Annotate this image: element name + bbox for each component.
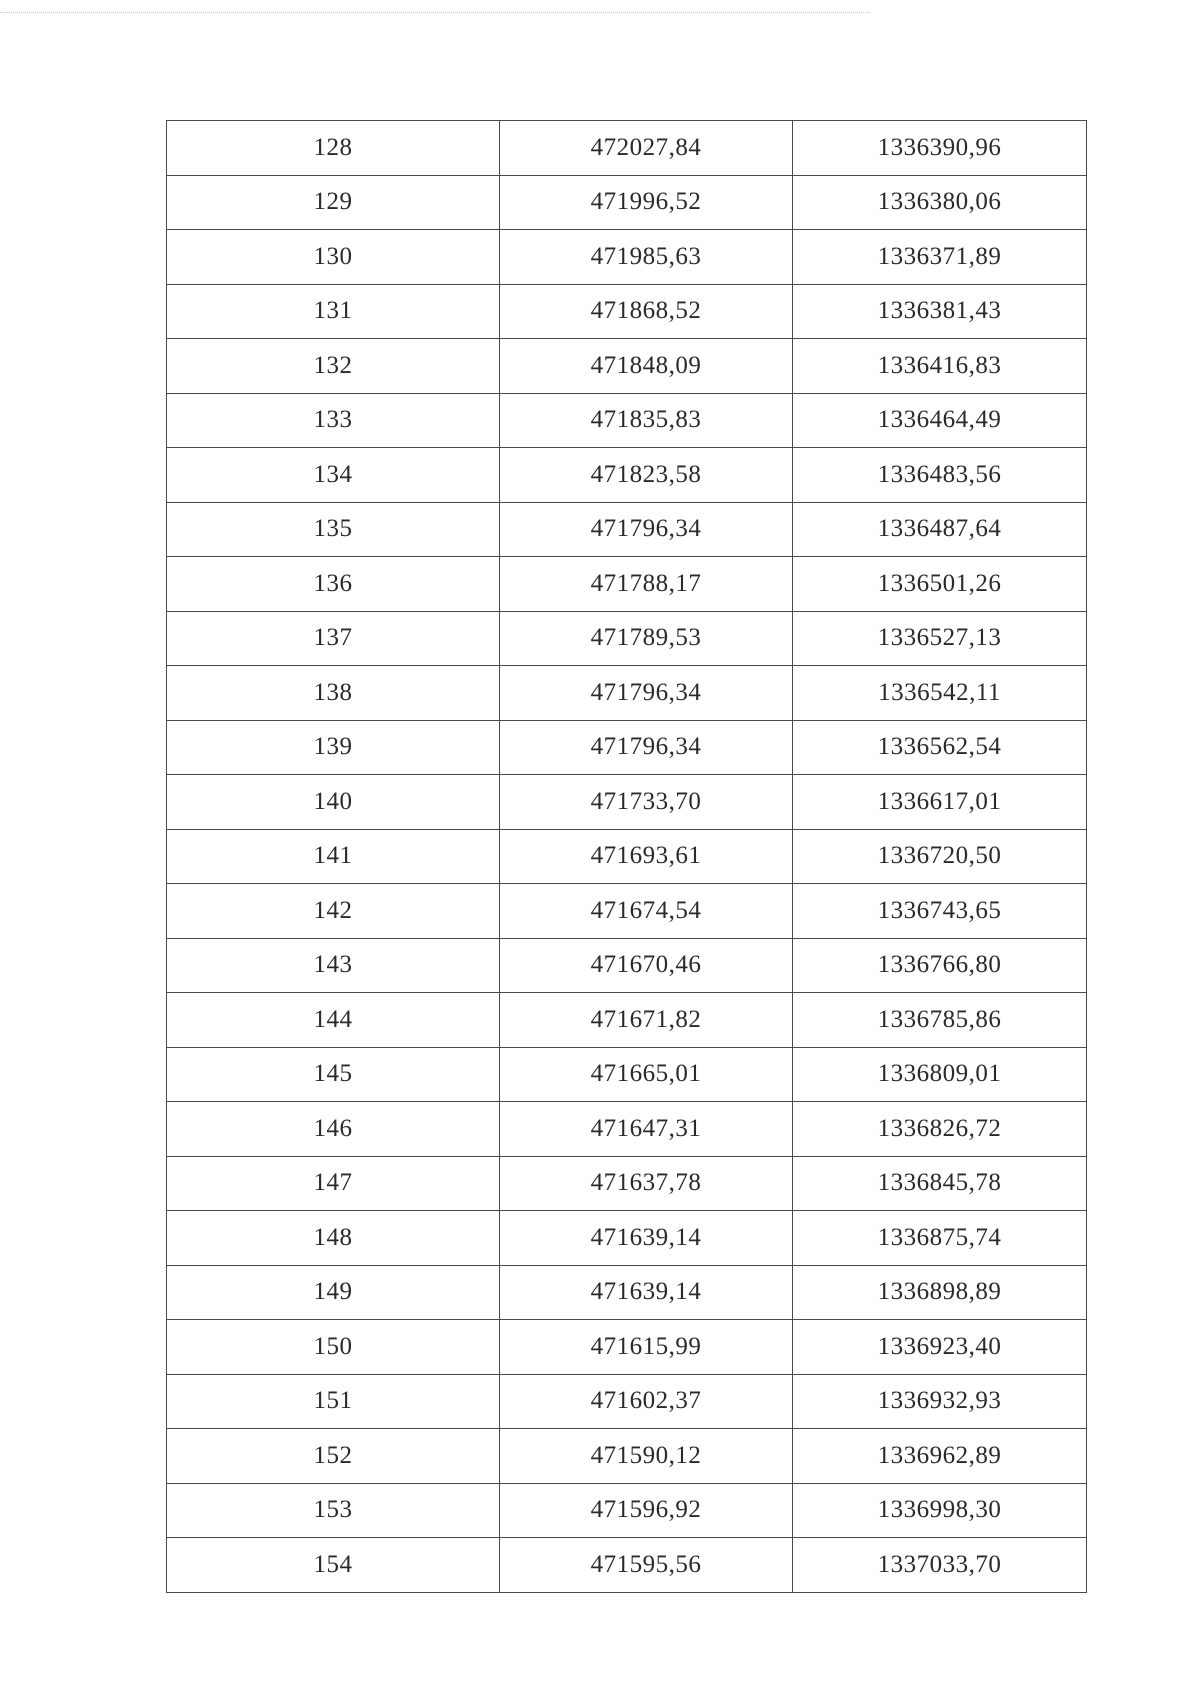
x-coordinate-cell: 471670,46 [500, 938, 793, 993]
table-row [167, 775, 1087, 830]
x-coordinate-cell: 471733,70 [500, 775, 793, 830]
x-coordinate-cell: 471639,14 [500, 1265, 793, 1320]
table-row [167, 175, 1087, 230]
y-coordinate-cell: 1336845,78 [793, 1156, 1087, 1211]
point-number-cell: 151 [167, 1374, 500, 1429]
x-coordinate-cell: 471796,34 [500, 720, 793, 775]
x-coordinate-cell: 471615,99 [500, 1320, 793, 1375]
point-number-cell: 136 [167, 557, 500, 612]
point-number-cell: 139 [167, 720, 500, 775]
point-number-cell: 145 [167, 1047, 500, 1102]
x-coordinate-cell: 471823,58 [500, 448, 793, 503]
x-coordinate-cell: 471693,61 [500, 829, 793, 884]
y-coordinate-cell: 1336809,01 [793, 1047, 1087, 1102]
y-coordinate-cell: 1336962,89 [793, 1429, 1087, 1484]
point-number-cell: 152 [167, 1429, 500, 1484]
y-coordinate-cell: 1336527,13 [793, 611, 1087, 666]
y-coordinate-cell: 1336743,65 [793, 884, 1087, 939]
y-coordinate-cell: 1336875,74 [793, 1211, 1087, 1266]
point-number-cell: 143 [167, 938, 500, 993]
point-number-cell: 142 [167, 884, 500, 939]
x-coordinate-cell: 471848,09 [500, 339, 793, 394]
point-number-cell: 130 [167, 230, 500, 285]
table-row [167, 1156, 1087, 1211]
table-row [167, 448, 1087, 503]
y-coordinate-cell: 1336720,50 [793, 829, 1087, 884]
y-coordinate-cell: 1337033,70 [793, 1538, 1087, 1593]
point-number-cell: 154 [167, 1538, 500, 1593]
y-coordinate-cell: 1336785,86 [793, 993, 1087, 1048]
point-number-cell: 135 [167, 502, 500, 557]
table-row [167, 121, 1087, 176]
y-coordinate-cell: 1336766,80 [793, 938, 1087, 993]
y-coordinate-cell: 1336932,93 [793, 1374, 1087, 1429]
point-number-cell: 132 [167, 339, 500, 394]
point-number-cell: 128 [167, 121, 500, 176]
x-coordinate-cell: 471789,53 [500, 611, 793, 666]
table-row [167, 1483, 1087, 1538]
point-number-cell: 149 [167, 1265, 500, 1320]
point-number-cell: 150 [167, 1320, 500, 1375]
point-number-cell: 147 [167, 1156, 500, 1211]
x-coordinate-cell: 471602,37 [500, 1374, 793, 1429]
x-coordinate-cell: 471996,52 [500, 175, 793, 230]
x-coordinate-cell: 471637,78 [500, 1156, 793, 1211]
point-number-cell: 134 [167, 448, 500, 503]
y-coordinate-cell: 1336998,30 [793, 1483, 1087, 1538]
point-number-cell: 140 [167, 775, 500, 830]
point-number-cell: 138 [167, 666, 500, 721]
x-coordinate-cell: 471595,56 [500, 1538, 793, 1593]
x-coordinate-cell: 471665,01 [500, 1047, 793, 1102]
table-row [167, 1374, 1087, 1429]
y-coordinate-cell: 1336826,72 [793, 1102, 1087, 1157]
table-row [167, 1320, 1087, 1375]
point-number-cell: 141 [167, 829, 500, 884]
coordinates-table [166, 120, 1087, 1593]
point-number-cell: 129 [167, 175, 500, 230]
table-row [167, 938, 1087, 993]
point-number-cell: 137 [167, 611, 500, 666]
y-coordinate-cell: 1336562,54 [793, 720, 1087, 775]
scan-edge-line [0, 12, 870, 13]
y-coordinate-cell: 1336416,83 [793, 339, 1087, 394]
table-row [167, 557, 1087, 612]
point-number-cell: 131 [167, 284, 500, 339]
y-coordinate-cell: 1336483,56 [793, 448, 1087, 503]
x-coordinate-cell: 471796,34 [500, 502, 793, 557]
x-coordinate-cell: 471788,17 [500, 557, 793, 612]
x-coordinate-cell: 471868,52 [500, 284, 793, 339]
x-coordinate-cell: 471647,31 [500, 1102, 793, 1157]
x-coordinate-cell: 471796,34 [500, 666, 793, 721]
table-row [167, 1102, 1087, 1157]
y-coordinate-cell: 1336487,64 [793, 502, 1087, 557]
table-row [167, 1265, 1087, 1320]
x-coordinate-cell: 472027,84 [500, 121, 793, 176]
y-coordinate-cell: 1336371,89 [793, 230, 1087, 285]
table-row [167, 884, 1087, 939]
point-number-cell: 153 [167, 1483, 500, 1538]
table-row [167, 1429, 1087, 1484]
table-row [167, 1538, 1087, 1593]
x-coordinate-cell: 471639,14 [500, 1211, 793, 1266]
x-coordinate-cell: 471985,63 [500, 230, 793, 285]
x-coordinate-cell: 471671,82 [500, 993, 793, 1048]
y-coordinate-cell: 1336898,89 [793, 1265, 1087, 1320]
y-coordinate-cell: 1336464,49 [793, 393, 1087, 448]
x-coordinate-cell: 471835,83 [500, 393, 793, 448]
table-row [167, 230, 1087, 285]
table-row [167, 1047, 1087, 1102]
y-coordinate-cell: 1336501,26 [793, 557, 1087, 612]
x-coordinate-cell: 471590,12 [500, 1429, 793, 1484]
table-row [167, 284, 1087, 339]
y-coordinate-cell: 1336381,43 [793, 284, 1087, 339]
point-number-cell: 133 [167, 393, 500, 448]
y-coordinate-cell: 1336542,11 [793, 666, 1087, 721]
point-number-cell: 148 [167, 1211, 500, 1266]
x-coordinate-cell: 471596,92 [500, 1483, 793, 1538]
table-row [167, 502, 1087, 557]
table-row [167, 829, 1087, 884]
y-coordinate-cell: 1336390,96 [793, 121, 1087, 176]
table-row [167, 339, 1087, 394]
point-number-cell: 146 [167, 1102, 500, 1157]
table-row [167, 1211, 1087, 1266]
point-number-cell: 144 [167, 993, 500, 1048]
x-coordinate-cell: 471674,54 [500, 884, 793, 939]
y-coordinate-cell: 1336923,40 [793, 1320, 1087, 1375]
coordinates-table-body [167, 121, 1087, 1593]
y-coordinate-cell: 1336380,06 [793, 175, 1087, 230]
table-row [167, 666, 1087, 721]
table-row [167, 611, 1087, 666]
y-coordinate-cell: 1336617,01 [793, 775, 1087, 830]
table-row [167, 993, 1087, 1048]
table-row [167, 720, 1087, 775]
table-row [167, 393, 1087, 448]
